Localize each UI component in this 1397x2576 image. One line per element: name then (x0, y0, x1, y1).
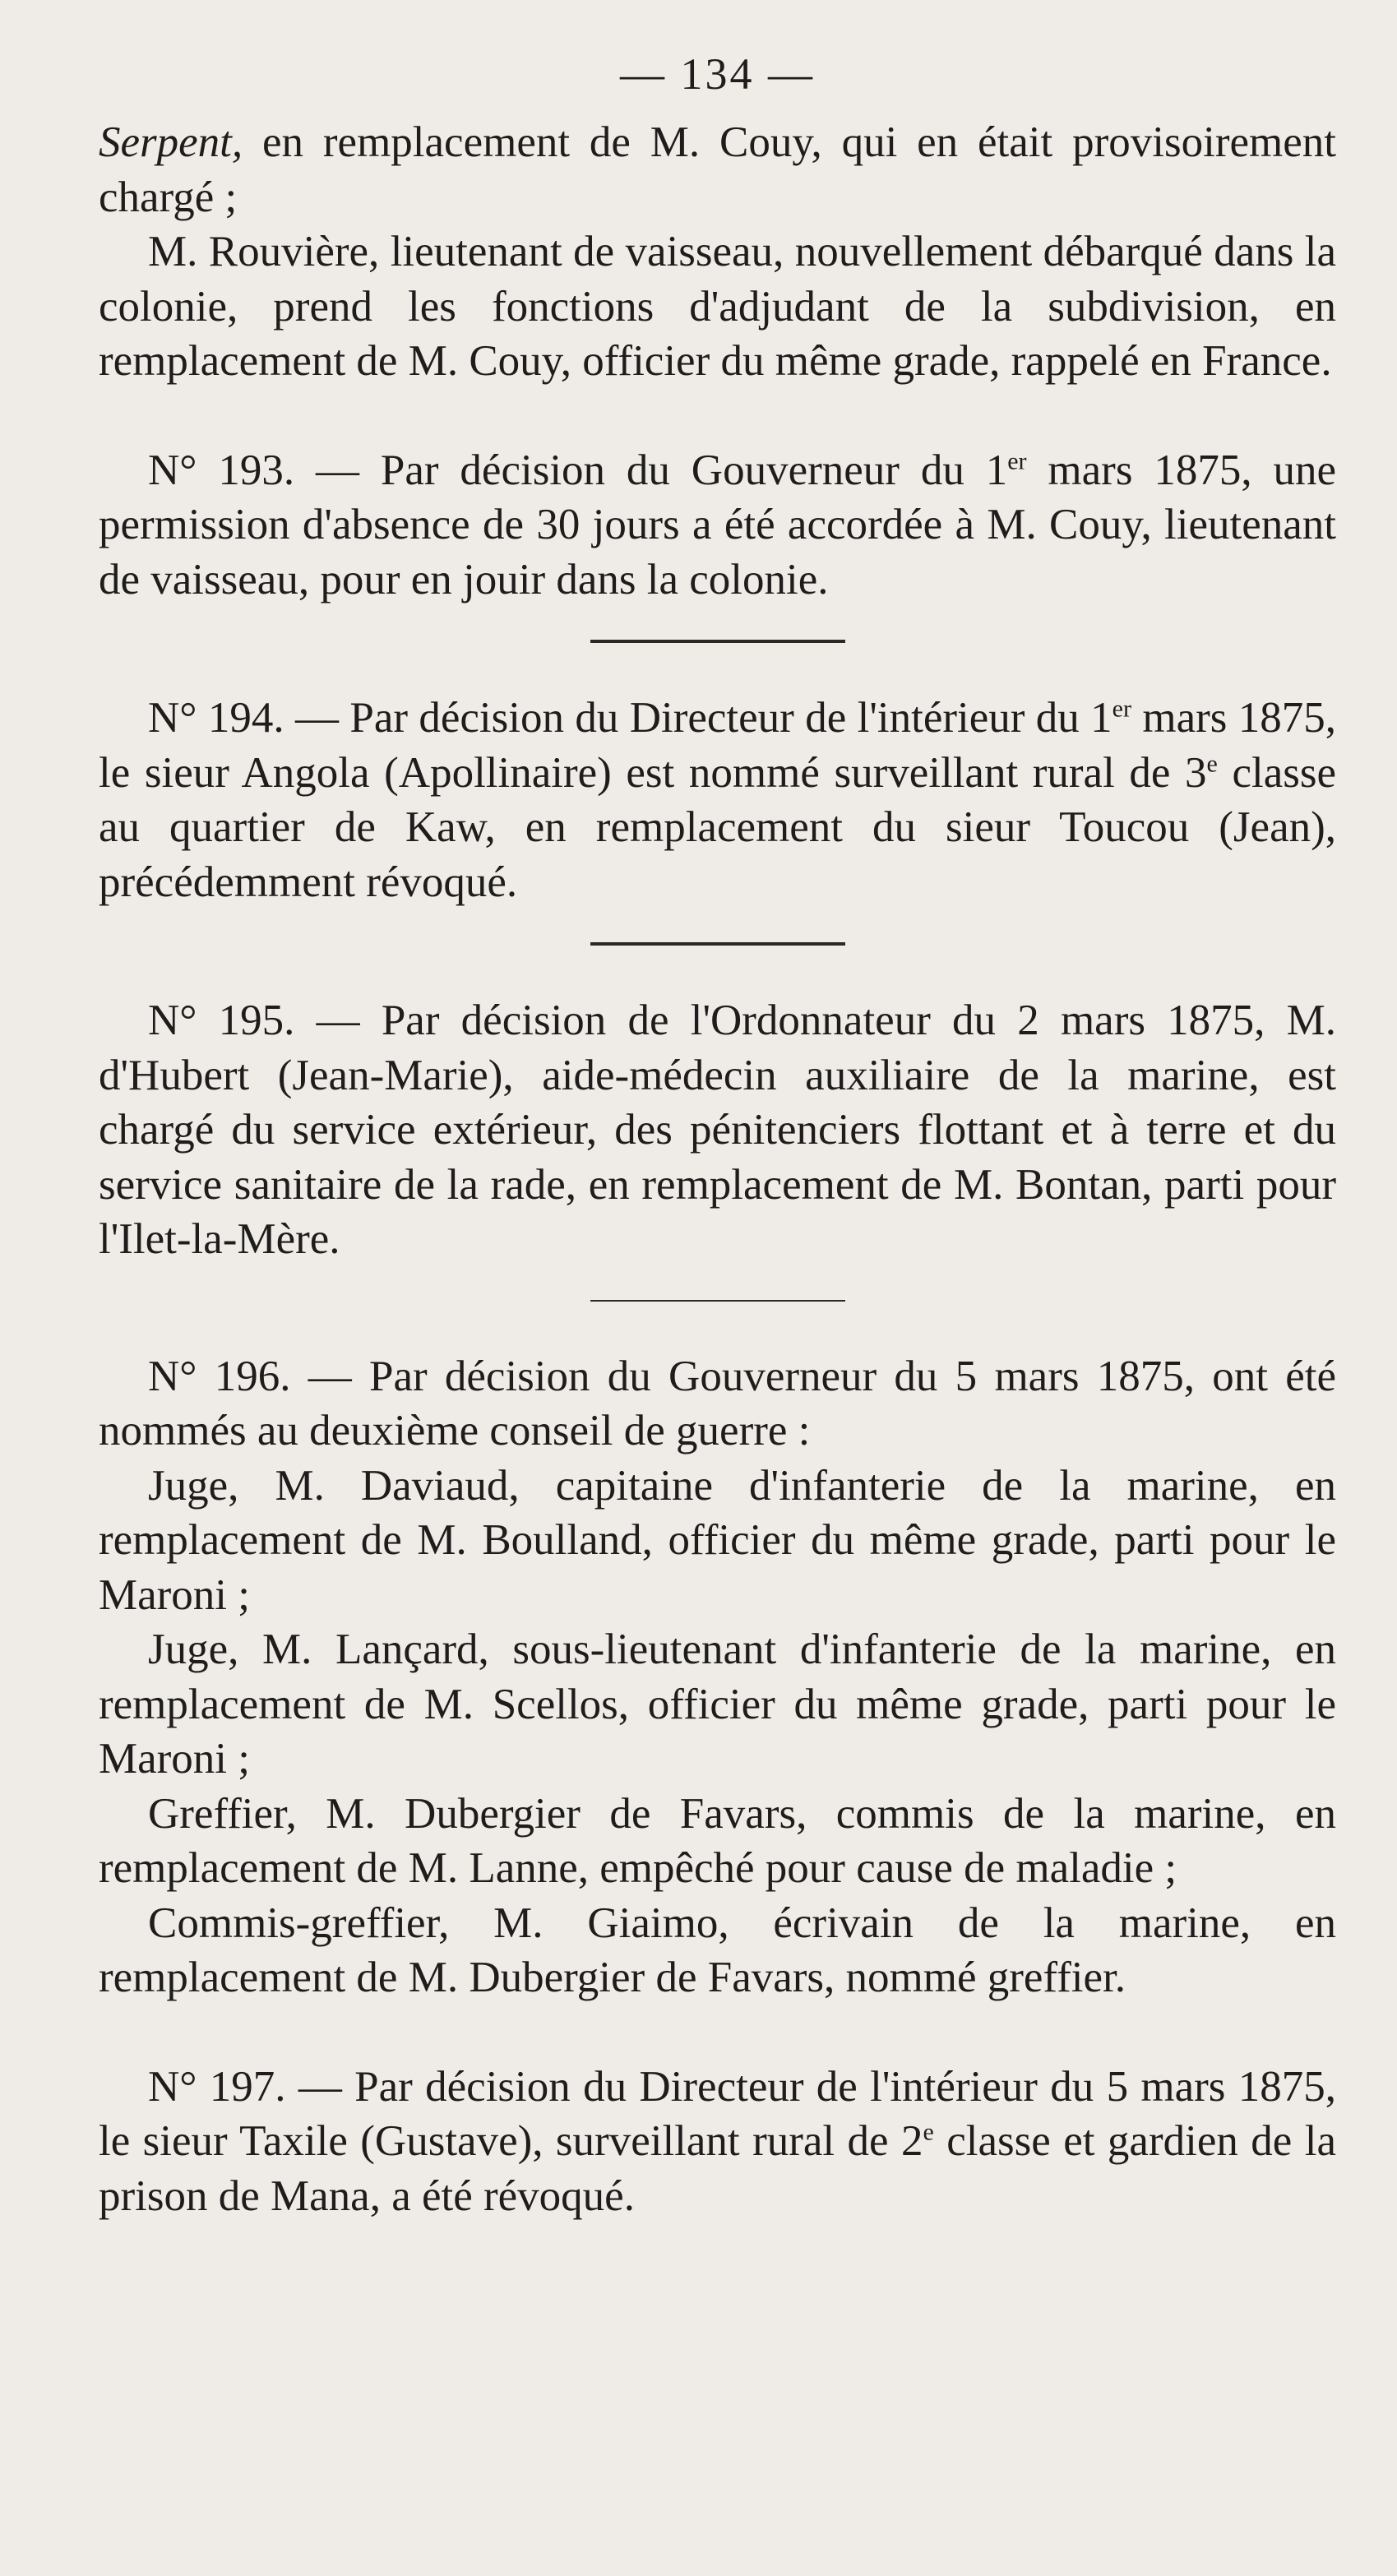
ordinal-superscript: er (1112, 695, 1131, 723)
appointment-item: Juge, M. Daviaud, capitaine d'infanterie de la marine, en remplacement de M. Boulland, officier du même grade, parti pour le Maroni ; (99, 1461, 1336, 1619)
decision-197 (99, 2060, 1336, 2224)
ship-name: Serpent, (99, 118, 243, 166)
paragraph-rouviere: M. Rouvière, lieutenant de vaisseau, nouvellement débarqué dans la colonie, prend les fonctions d'adjudant de la subdivision, en remplacement de M. Couy, officier du même grade, rappelé en France. (99, 228, 1336, 385)
separator-rule (590, 942, 845, 946)
ordinal-superscript: e (1206, 749, 1218, 777)
decision-196: N° 196. — Par décision du Gouverneur du 5 mars 1875, ont été nommés au deuxième conseil de guerre : (99, 1352, 1336, 1454)
separator-rule (590, 1300, 845, 1302)
separator-rule (590, 640, 845, 643)
decision-text: mars 1875, le sieur Angola (Apollinaire) est nommé surveillant rural de 3 (99, 694, 1336, 797)
decision-text: classe et gardien de la prison de Mana, a été révoqué. (99, 2117, 1336, 2220)
decision-text: N° 194. — Par décision du Directeur de l'intérieur du 1 (148, 694, 1113, 742)
document-page (99, 33, 1336, 2223)
decision-text: N° 193. — Par décision du Gouverneur du 1 (148, 446, 1008, 494)
appointment-item: Greffier, M. Dubergier de Favars, commis de la marine, en remplacement de M. Lanne, empêché pour cause de maladie ; (99, 1789, 1336, 1892)
ordinal-superscript: e (923, 2118, 934, 2146)
decision-193 (99, 443, 1336, 608)
spacer (99, 2005, 1336, 2060)
decision-194 (99, 691, 1336, 909)
appointment-item: Juge, M. Lançard, sous-lieutenant d'infanterie de la marine, en remplacement de M. Scellos, officier du même grade, parti pour le Maroni ; (99, 1626, 1336, 1783)
ordinal-superscript: er (1007, 446, 1027, 474)
decision-text: mars 1875, une permission d'absence de 30 jours a été accordée à M. Couy, lieutenant de vaisseau, pour en jouir dans la colonie. (99, 446, 1336, 604)
decision-text: classe au quartier de Kaw, en remplacement du sieur Toucou (Jean), précédemment révoqué. (99, 748, 1336, 906)
page-number: — 134 — (620, 49, 815, 99)
decision-195: N° 195. — Par décision de l'Ordonnateur du 2 mars 1875, M. d'Hubert (Jean-Marie), aide-médecin auxiliaire de la marine, est chargé du service extérieur, des pénitenciers flottant et à terre et du service sanitaire de la rade, en remplacement de M. Bontan, parti pour l'Ilet-la-Mère. (99, 997, 1336, 1263)
paragraph-text: en remplacement de M. Couy, qui en était provisoirement chargé ; (99, 118, 1336, 221)
spacer (99, 389, 1336, 443)
decision-text: N° 197. — Par décision du Directeur de l'intérieur du 5 mars 1875, le sieur Taxile (Gustave), surveillant rural de 2 (99, 2062, 1336, 2165)
paragraph-serpent (99, 115, 1336, 224)
appointment-item: Commis-greffier, M. Giaimo, écrivain de la marine, en remplacement de M. Dubergier de Favars, nommé greffier. (99, 1898, 1336, 2001)
